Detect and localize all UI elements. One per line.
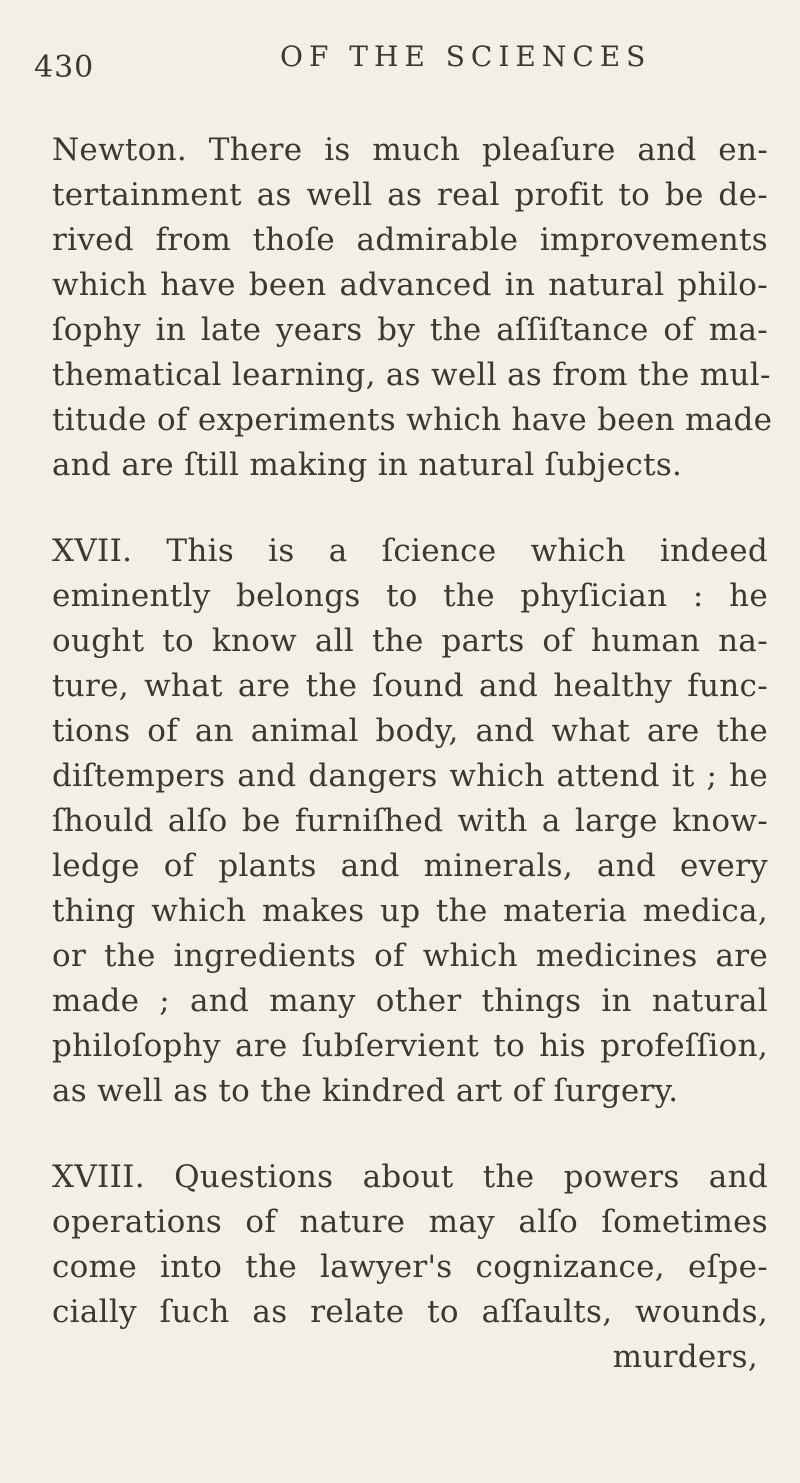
text-line: ought to know all the parts of human na- xyxy=(52,623,768,659)
text-line: XVII. This is a ſcience which indeed xyxy=(52,533,768,569)
text-line: eminently belongs to the phyſician : he xyxy=(52,578,768,614)
text-line: as well as to the kindred art of ſurgery. xyxy=(52,1073,679,1109)
text-line: come into the lawyer's cognizance, eſpe- xyxy=(52,1249,768,1285)
text-line: ſophy in late years by the aſſiſtance of ma- xyxy=(52,312,768,348)
text-line: ſhould alſo be furniſhed with a large know- xyxy=(52,803,768,839)
text-line: thing which makes up the materia medica, xyxy=(52,893,768,929)
text-line: philoſophy are ſubſervient to his profeſſion, xyxy=(52,1028,768,1064)
paragraph-xvii xyxy=(52,529,768,1114)
text-line: made ; and many other things in natural xyxy=(52,983,768,1019)
catchword: murders, xyxy=(612,1339,758,1375)
text-line: or the ingredients of which medicines are xyxy=(52,938,768,974)
text-line: ture, what are the ſound and healthy func- xyxy=(52,668,768,704)
text-line: thematical learning, as well as from the mul- xyxy=(52,357,771,393)
page-number: 430 xyxy=(34,50,95,85)
text-line: cially ſuch as relate to aſſaults, wounds, xyxy=(52,1294,768,1330)
text-line: which have been advanced in natural philo- xyxy=(52,267,768,303)
page-header xyxy=(34,36,734,96)
text-line: rived from thoſe admirable improvements xyxy=(52,222,768,258)
running-head: OF THE SCIENCES xyxy=(280,40,652,73)
text-line: tertainment as well as real profit to be de- xyxy=(52,177,768,213)
text-line: diſtempers and dangers which attend it ; he xyxy=(52,758,768,794)
text-line: Newton. There is much pleaſure and en- xyxy=(52,132,768,168)
paragraph-newton xyxy=(52,128,773,488)
text-line: ledge of plants and minerals, and every xyxy=(52,848,768,884)
text-line: titude of experiments which have been made xyxy=(52,402,773,438)
text-line: tions of an animal body, and what are the xyxy=(52,713,768,749)
text-line: XVIII. Questions about the powers and xyxy=(52,1159,768,1195)
text-line: operations of nature may alſo ſometimes xyxy=(52,1204,768,1240)
paragraph-xviii xyxy=(52,1155,768,1380)
text-line: and are ſtill making in natural ſubjects. xyxy=(52,447,683,483)
body-text xyxy=(52,128,773,1380)
